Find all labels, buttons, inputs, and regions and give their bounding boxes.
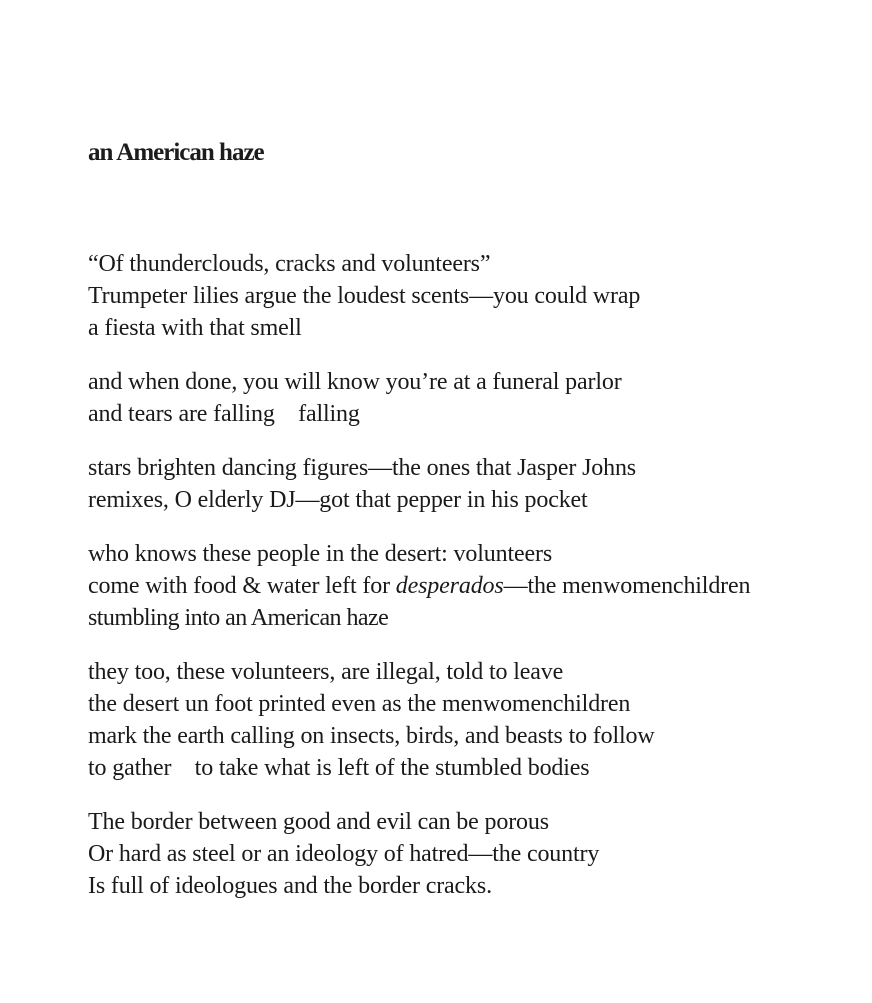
poem-line: The border between good and evil can be porous <box>88 809 549 835</box>
poem-line: Or hard as steel or an ideology of hatred—the country <box>88 841 600 867</box>
poem-line: stars brighten dancing figures—the ones that Jasper Johns <box>88 455 636 481</box>
poem-line: “Of thunderclouds, cracks and volunteers” <box>88 251 491 277</box>
poem-line: who knows these people in the desert: volunteers <box>88 541 553 567</box>
line-segment: —the menwomenchildren <box>503 573 751 599</box>
poem-line: mark the earth calling on insects, birds, and beasts to follow <box>88 723 655 749</box>
stanza-3 <box>88 452 858 516</box>
poem-line: a fiesta with that smell <box>88 315 302 341</box>
poem-line: Trumpeter lilies argue the loudest scents—you could wrap <box>88 283 641 309</box>
poem-line: the desert un foot printed even as the menwomenchildren <box>88 691 631 717</box>
line-segment: come with food & water left for <box>88 573 396 599</box>
poem-line <box>88 570 858 602</box>
poem-line: to gather to take what is left of the stumbled bodies <box>88 755 590 781</box>
poem-line: and when done, you will know you’re at a funeral parlor <box>88 369 622 395</box>
poem-body <box>88 248 858 924</box>
stanza-5 <box>88 656 858 784</box>
italic-word: desperados <box>395 573 504 599</box>
poem-line: stumbling into an American haze <box>88 605 389 631</box>
poem-title: an American haze <box>88 139 264 166</box>
stanza-2 <box>88 366 858 430</box>
poem-line: remixes, O elderly DJ—got that pepper in his pocket <box>88 487 588 513</box>
poem-line: and tears are falling falling <box>88 401 360 427</box>
stanza-6 <box>88 806 858 902</box>
stanza-4 <box>88 538 858 634</box>
poem-line: Is full of ideologues and the border cracks. <box>88 873 492 899</box>
stanza-1 <box>88 248 858 344</box>
poem-line: they too, these volunteers, are illegal, told to leave <box>88 659 564 685</box>
